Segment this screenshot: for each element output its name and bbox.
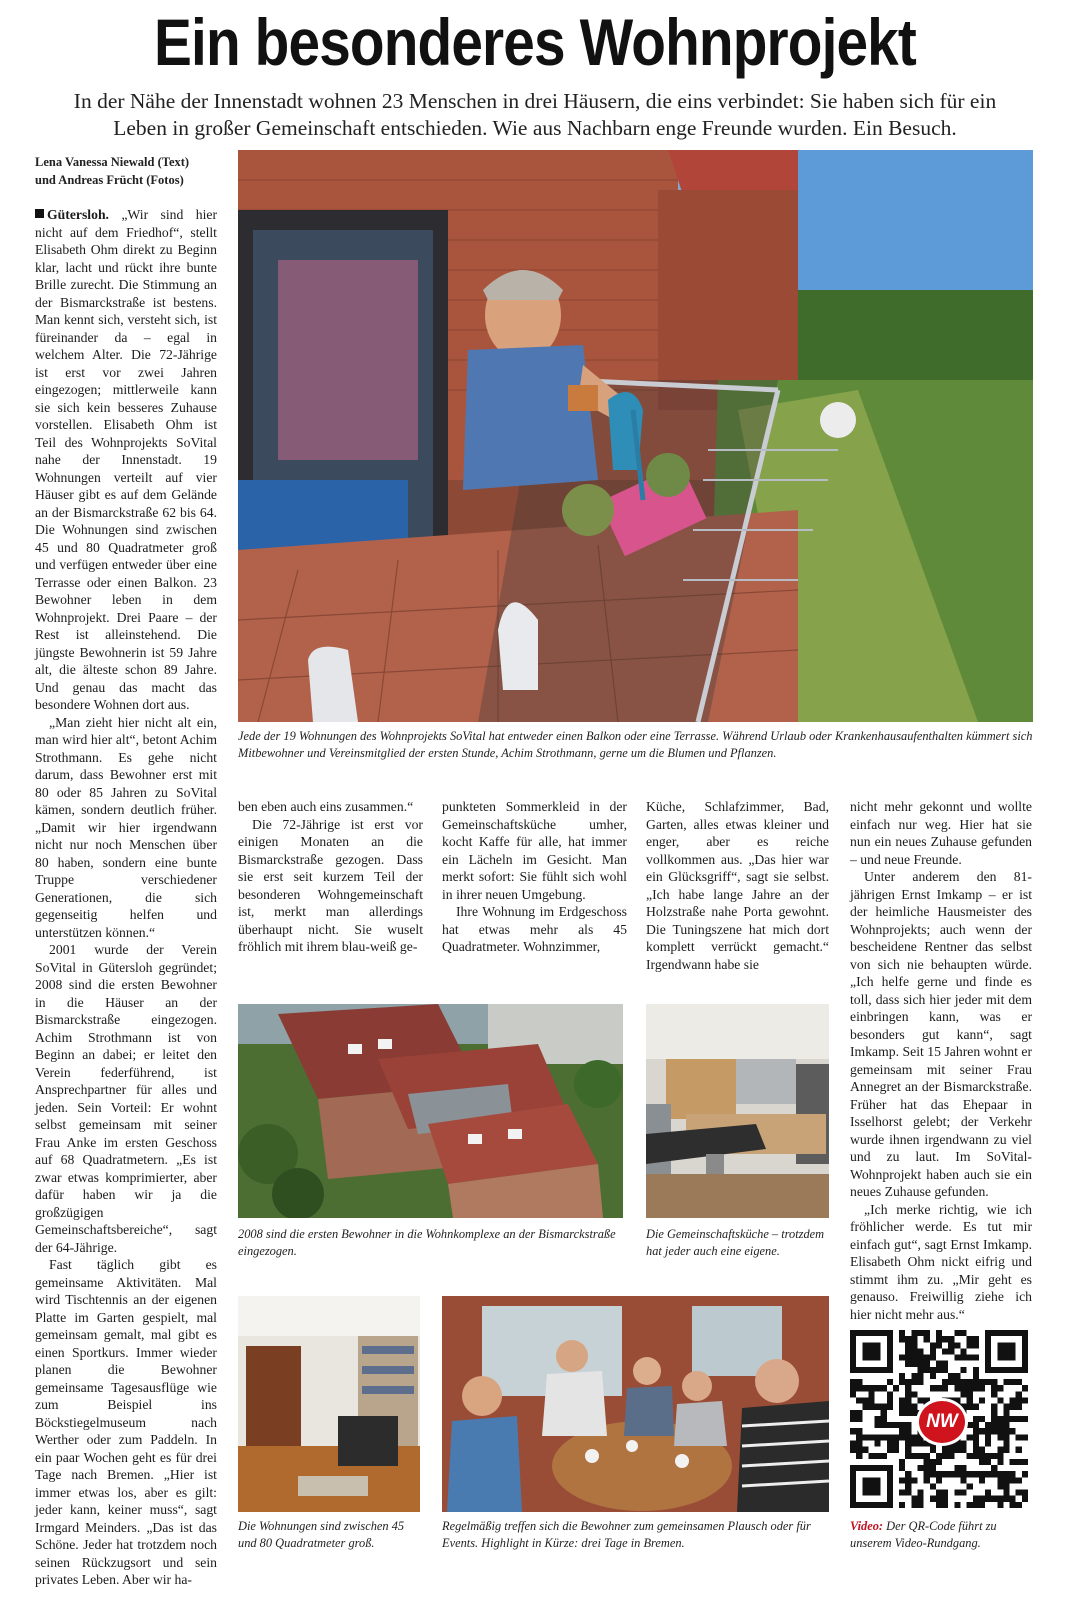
photo-aerial [238,1004,623,1218]
column-2 [238,798,423,956]
column-4 [646,798,829,973]
video-text: Der QR-Code führt zu unserem Video-Rundgang. [850,1519,997,1550]
caption-balcony: Jede der 19 Wohnungen des Wohnprojekts SoVital hat entweder einen Balkon oder eine Terrasse. Während Urlaub oder Krankenhausaufenthalten kümmert sich Mitbewohner und Vereinsmitglied der ersten Stunde, Achim Strothmann, gerne um die Blumen und Pflanzen. [238,729,1033,760]
photo-balcony [238,150,1033,722]
bullet-square [35,209,44,218]
video-label: Video: [850,1519,884,1533]
paragraph: Fast täglich gibt es gemeinsame Aktivitäten. Mal wird Tischtennis an der eigenen Platte im Garten gespielt, mal gemeinsam gemalt, mal gibt es einen Sportkurs. Immer wieder planen die Bewohner gemeinsame Tagesausflüge wie zum Beispiel ins Böckstiegelmuseum nach Werther oder zum Paddeln. In ein paar Wochen geht es für drei Tage nach Bremen. „Hier ist immer etwas los, aber es gilt: jeder kann, keiner muss“, sagt Irmgard Meinders. „Das ist das Schöne. Jeder hat trotzdem noch seinen Rückzugsort und sein privates Leben. Aber wir ha- [35,1257,217,1587]
paragraph: punkteten Sommerkleid in der Gemeinschaftsküche umher, kocht Kaffe für alle, hat immer ein Lächeln im Gesicht. Man merkt sofort: Sie fühlt sich wohl in ihrer neuen Umgebung. [442,799,627,902]
paragraph: „Ich merke richtig, wie ich fröhlicher werde. Es tut mir einfach gut“, sagt Ernst Imkamp. Elisabeth Ohm nickt eifrig und stimmt ihm zu. „Mir geht es genauso. Freiwillig ziehe ich hier nicht mehr aus.“ [850,1201,1032,1322]
photo-group [442,1296,829,1512]
qr-code[interactable] [850,1330,1028,1508]
paragraph [35,206,217,714]
column-3 [442,798,627,956]
paragraph: „Man zieht hier nicht alt ein, man wird hier alt“, betont Achim Strothmann. Es gehe nicht darum, dass Bewohner erst mit 80 oder 85 Jahren zu SoVital kämen, sondern deutlich früher. „Damit wir hier irgendwann nicht nur noch Menschen über 80 haben, sondern eine bunte Truppe verschiedener Generationen, die sich gegenseitig helfen und unterstützen können.“ [35,714,217,940]
caption-qr [850,1518,1033,1552]
caption-living: Die Wohnungen sind zwischen 45 und 80 Quadratmeter groß. [238,1519,405,1550]
caption-group: Regelmäßig treffen sich die Bewohner zum gemeinsamen Plausch oder für Events. Highlight in Kürze: drei Tage in Bremen. [442,1519,811,1550]
photo-living [238,1296,420,1512]
paragraph-text: „Wir sind hier nicht auf dem Friedhof“, stellt Elisabeth Ohm direkt zu Beginn klar, lacht und rückt ihre bunte Brille zurecht. Die Stimmung an der Bismarckstraße ist bestens. Man kennt sich, versteht sich, ist füreinander da – egal in welchem Alter. Die 72-Jährige ist erst vor zwei Jahren eingezogen; mittlerweile kann sie sich kein besseres Zuhause vorstellen. Elisabeth Ohm ist Teil des Wohnprojekts SoVital nahe der Innenstadt. 19 Wohnungen verteilt auf vier Häuser gibt es auf dem Gelände an der Bismarckstraße 62 bis 64. Die Wohnungen sind zwischen 45 und 80 Quadratmeter groß und verfügen entweder über eine Terrasse oder einen Balkon. 23 Bewohner leben in dem Wohnprojekt. Drei Paare – der Rest ist alleinstehend. Die jüngste Bewohnerin ist 59 Jahre alt, die älteste schon 89 Jahre. Und genau das macht das besondere Wohnen dort aus. [35,207,218,712]
dateline: Gütersloh. [47,207,109,222]
headline: Ein besonderes Wohnprojekt [154,5,916,79]
paragraph: nicht mehr gekonnt und wollte einfach nur weg. Hier hat sie nun ein neues Zuhause gefunden – und neue Freunde. [850,799,1032,867]
caption-aerial: 2008 sind die ersten Bewohner in die Wohnkomplexe an der Bismarckstraße eingezogen. [238,1227,616,1258]
paragraph: Ihre Wohnung im Erdgeschoss hat etwas mehr als 45 Quadratmeter. Wohnzimmer, [442,904,627,954]
paragraph: ben eben auch eins zusammen.“ [238,799,414,814]
column-5 [850,798,1032,1323]
byline-photo: und Andreas Frücht (Fotos) [35,173,184,187]
column-1 [35,206,217,1589]
byline [35,153,189,189]
paragraph: Unter anderem den 81-jährigen Ernst Imkamp – er ist der heimliche Hausmeister des Wohnprojekts; auch wenn der bescheidene Rentner das selbst von sich nie behaupten würde. „Ich helfe gerne und finde es toll, dass sich hier jeder mit dem einbringen kann, was er besonders gut kann“, sagt Imkamp. Seit 15 Jahren wohnt er gemeinsam mit seiner Frau Annegret an der Bismarckstraße. Früher hat das Ehepaar in Isselhorst gelebt; der Verkehr wurde ihnen irgendwann zu viel und zu laut. Im SoVital-Wohnprojekt haben auch sie ein neues Zuhause gefunden. [850,869,1032,1199]
deck: In der Nähe der Innenstadt wohnen 23 Menschen in drei Häusern, die eins verbindet: Sie haben sich für ein Leben in großer Gemeinschaft entschieden. Wie aus Nachbarn enge Freunde wurden. Ein Besuch. [73,89,997,140]
caption-kitchen: Die Gemeinschaftsküche – trotzdem hat jeder auch eine eigene. [646,1227,825,1258]
paragraph: 2001 wurde der Verein SoVital in Gütersloh gegründet; 2008 sind die ersten Bewohner in die Häuser an der Bismarckstraße eingezogen. Achim Strothmann ist von Beginn an dabei; er leitet den Verein federführend, ist Ansprechpartner für alles und jeden. Sein Vorteil: Er wohnt selbst gemeinsam mit seiner Frau Anke im ersten Geschoss auf 68 Quadratmetern. „Es ist zwar etwas komprimierter, aber dafür haben wir ja die großzügigen Gemeinschaftsbereiche“, sagt der 64-Jährige. [35,942,217,1255]
nw-logo: NW [916,1398,968,1446]
byline-text: Lena Vanessa Niewald (Text) [35,155,190,169]
photo-kitchen [646,1004,829,1218]
paragraph: Küche, Schlafzimmer, Bad, Garten, alles etwas kleiner und enger, aber es reiche vollkommen aus. „Das hier war ein Glücksgriff“, sagt sie selbst. „Ich habe lange Jahre an der Holzstraße nahe Porta gewohnt. Die Tuningszene hat mich dort komplett verrückt gemacht.“ Irgendwann habe sie [646,799,829,972]
paragraph: Die 72-Jährige ist erst vor einigen Monaten an die Bismarckstraße gezogen. Dass sie erst seit kurzem Teil der besonderen Wohngemeinschaft ist, merkt man allerdings überhaupt nicht. Sie wuselt fröhlich mit ihrem blau-weiß ge- [238,816,423,954]
